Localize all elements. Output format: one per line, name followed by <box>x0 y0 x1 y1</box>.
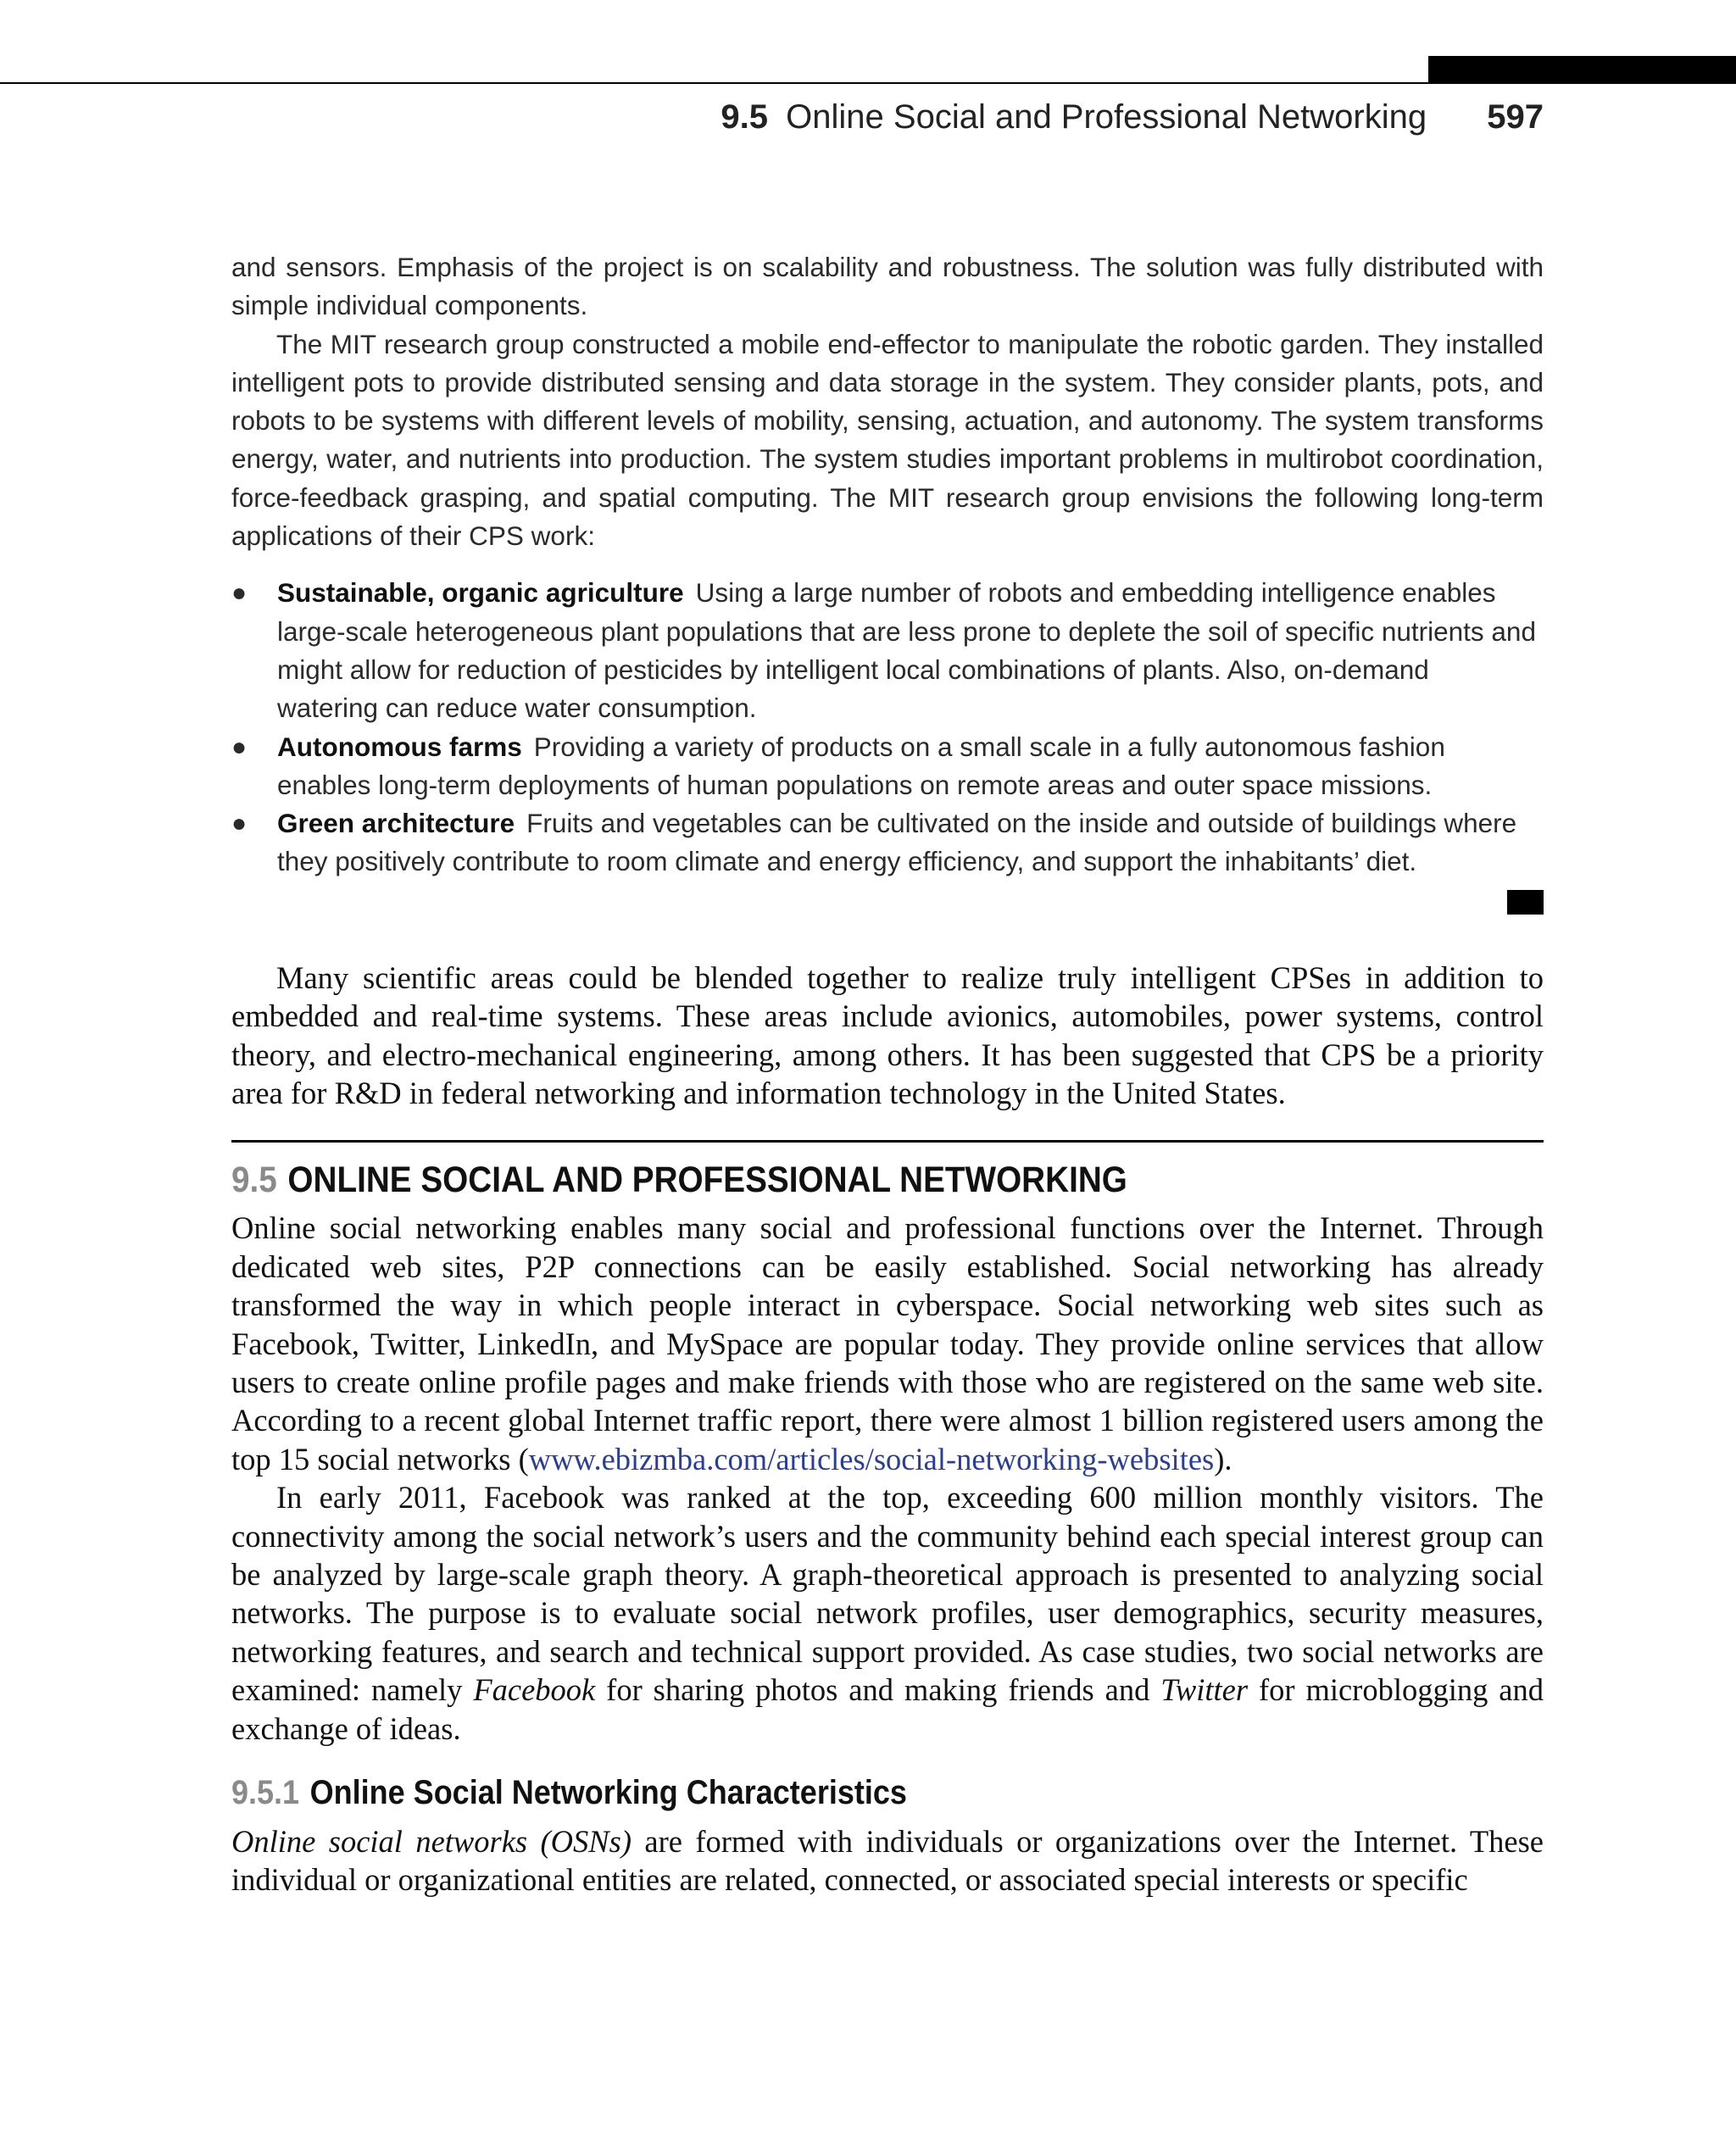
case-study-box <box>231 248 1544 915</box>
bullet-icon: ● <box>231 732 248 761</box>
end-of-box-marker <box>231 890 1544 915</box>
list-item-text: Fruits and vegetables can be cultivated on the inside and outside of buildings where they positively contribute to room climate and energy efficiency, and support the inhabitants’ diet. <box>277 808 1517 877</box>
section-title: ONLINE SOCIAL AND PROFESSIONAL NETWORKING <box>287 1159 1127 1201</box>
ebizmba-link[interactable]: www.ebizmba.com/articles/social-networking-websites <box>528 1441 1215 1476</box>
subsection-body <box>231 1822 1544 1899</box>
list-item-text: Using a large number of robots and embedding intelligence enables large-scale heterogeneous plant populations that are less prone to deplete the soil of specific nutrients and might allow for reduction of pesticides by intelligent local combinations of plants. Also, on-demand watering can reduce water consumption. <box>277 577 1536 724</box>
running-head <box>721 92 1544 142</box>
list-item-term: Green architecture <box>277 808 515 839</box>
thumb-tab <box>1428 56 1736 84</box>
page-number: 597 <box>1487 98 1544 136</box>
list-item-text: Providing a variety of products on a small scale in a fully autonomous fashion enables long-term deployments of human populations on remote areas and outer space missions. <box>277 731 1445 800</box>
emphasis-twitter: Twitter <box>1160 1672 1249 1708</box>
paragraph-text: Online social networking enables many social and professional functions over the Internet. Through dedicated web sites, P2P connections can be easily established. Social networking has already transformed the way in which people interact in cyberspace. Social networking web sites such as Facebook, Twitter, LinkedIn, and MySpace are popular today. They provide online services that allow users to create online profile pages and make friends with those who are registered on the same web site. According to a recent global Internet traffic report, there were almost 1 billion registered users among the top 15 social networks ( <box>231 1210 1544 1476</box>
end-square-icon <box>1507 890 1544 915</box>
section-paragraph-2 <box>231 1478 1544 1748</box>
page-content <box>231 248 1544 1899</box>
running-head-title: Online Social and Professional Networking <box>786 98 1427 136</box>
list-item <box>231 804 1544 881</box>
paragraph-text: ). <box>1214 1441 1232 1476</box>
bullet-icon: ● <box>231 809 248 838</box>
section-number: 9.5 <box>231 1159 277 1201</box>
subsection-title: Online Social Networking Characteristics <box>309 1774 907 1812</box>
list-item <box>231 574 1544 727</box>
cps-paragraph: Many scientific areas could be blended together to realize truly intelligent CPSes in addition to embedded and real-time systems. These areas include avionics, automobiles, power systems, control theory, and electro-mechanical engineering, among others. It has been suggested that CPS be a priority area for R&D in federal networking and information technology in the United States. <box>231 959 1544 1110</box>
section-paragraph-1 <box>231 1209 1544 1478</box>
list-item <box>231 728 1544 805</box>
applications-list <box>231 574 1544 881</box>
subsection-number: 9.5.1 <box>231 1774 300 1812</box>
paragraph-text: for microblogging and exchange of ideas. <box>231 1672 1544 1746</box>
running-head-section-number: 9.5 <box>721 98 769 136</box>
section-heading <box>231 1156 1412 1204</box>
emphasis-facebook: Facebook <box>473 1672 596 1708</box>
body-text <box>231 959 1544 1113</box>
paragraph-text: are formed with individuals or organizations over the Internet. These individual or organizational entities are related, connected, or associated special interests or specific <box>231 1824 1544 1898</box>
subsection-heading <box>231 1770 1412 1816</box>
paragraph-text: In early 2011, Facebook was ranked at the top, exceeding 600 million monthly visitors. The connectivity among the social network’s users and the community behind each special interest group can be analyzed by large-scale graph theory. A graph-theoretical approach is presented to analyzing social networks. The purpose is to evaluate social network profiles, user demographics, security measures, networking features, and search and technical support provided. As case studies, two social networks are examined: namely <box>231 1480 1544 1708</box>
intro-paragraph-1: and sensors. Emphasis of the project is on scalability and robustness. The solution was fully distributed with simple individual components. <box>231 252 1544 321</box>
emphasis-osn: Online social networks (OSNs) <box>231 1824 632 1860</box>
intro-paragraph-2: The MIT research group constructed a mobile end-effector to manipulate the robotic garden. They installed intelligent pots to provide distributed sensing and data storage in the system. They consider plants, pots, and robots to be systems with different levels of mobility, sensing, actuation, and autonomy. The system transforms energy, water, and nutrients into production. The system studies important problems in multirobot coordination, force-feedback grasping, and spatial computing. The MIT research group envisions the following long-term applications of their CPS work: <box>231 328 1544 552</box>
section-rule <box>231 1140 1544 1143</box>
section-body <box>231 1209 1544 1748</box>
list-item-term: Autonomous farms <box>277 731 522 762</box>
list-item-term: Sustainable, organic agriculture <box>277 577 684 609</box>
subsection-paragraph-1 <box>231 1822 1544 1899</box>
paragraph-text: for sharing photos and making friends and <box>595 1672 1161 1708</box>
bullet-icon: ● <box>231 579 248 608</box>
